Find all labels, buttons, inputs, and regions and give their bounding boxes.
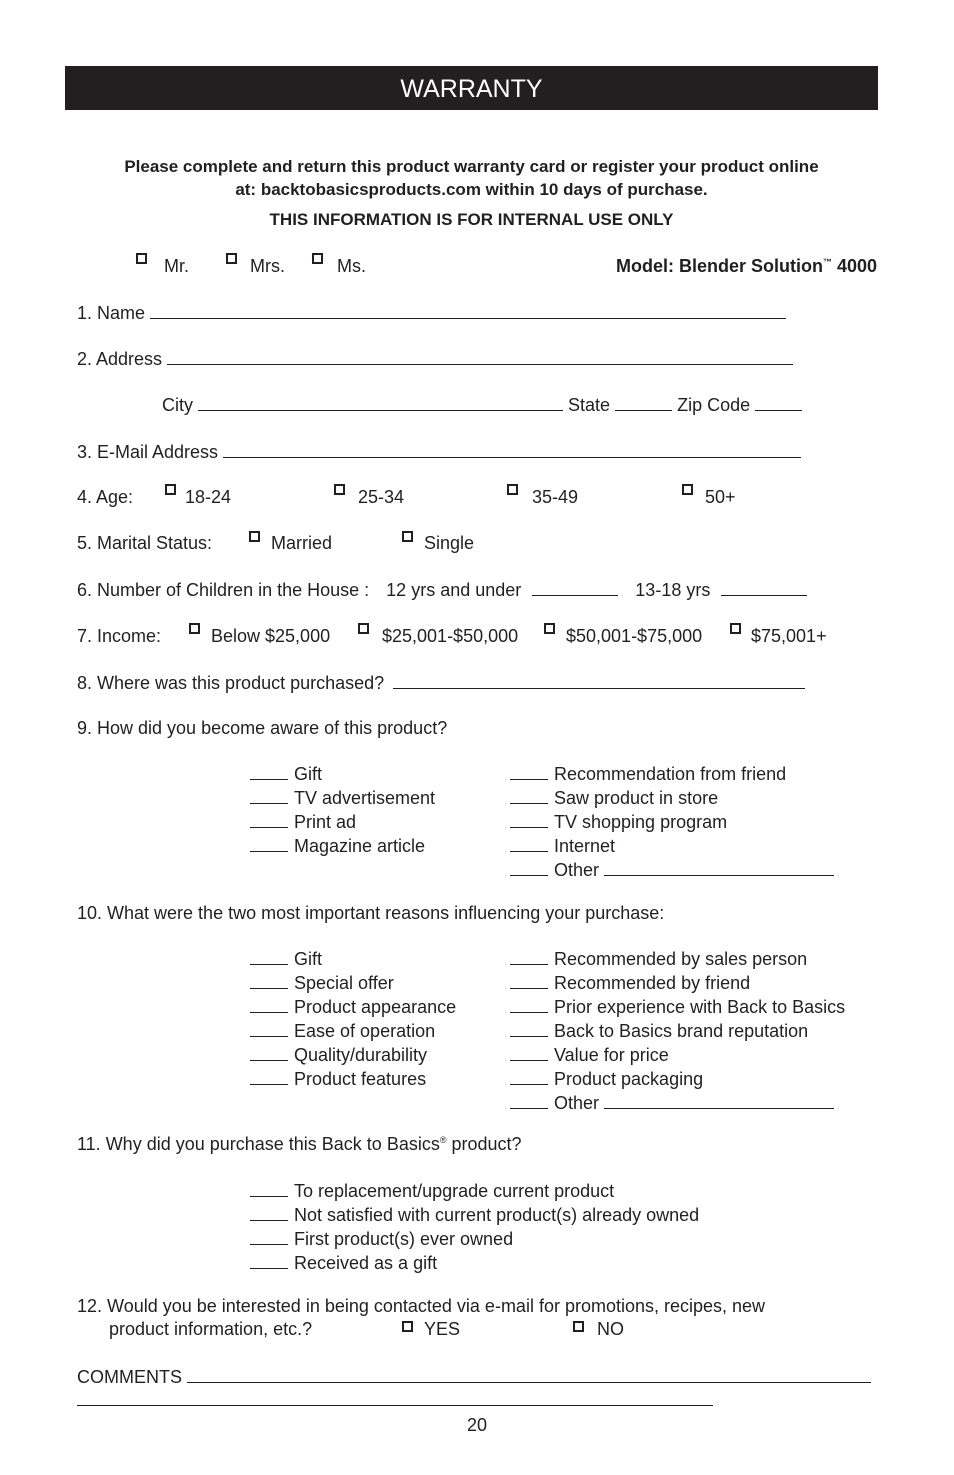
- q1-label: 1. Name: [77, 303, 146, 323]
- mrs-checkbox[interactable]: [226, 253, 237, 264]
- q10-label: 10. What were the two most important reasons influencing your purchase:: [77, 903, 665, 923]
- warranty-title-banner: WARRANTY: [65, 66, 878, 110]
- q9-label: 9. How did you become aware of this product?: [77, 718, 448, 738]
- page-number: 20: [466, 1415, 488, 1435]
- yes-checkbox[interactable]: [402, 1321, 413, 1332]
- q7-label: 7. Income:: [77, 626, 162, 646]
- age-50-plus-label: 50+: [705, 487, 736, 507]
- purchase-place-input-line[interactable]: [393, 671, 805, 689]
- comments-input-line-1[interactable]: [187, 1365, 871, 1383]
- list-item[interactable]: Gift: [250, 947, 456, 971]
- age-35-49-checkbox[interactable]: [507, 484, 518, 495]
- list-item[interactable]: Received as a gift: [250, 1251, 699, 1275]
- mrs-label: Mrs.: [250, 256, 285, 276]
- single-checkbox[interactable]: [402, 531, 413, 542]
- no-checkbox[interactable]: [573, 1321, 584, 1332]
- intro-line-1: Please complete and return this product warranty card or register your product online: [124, 157, 819, 176]
- teen-label: 13-18 yrs: [635, 580, 711, 600]
- comments-input-line-2[interactable]: [77, 1405, 713, 1406]
- list-item[interactable]: TV advertisement: [250, 786, 435, 810]
- q11-options: [250, 1179, 699, 1275]
- email-input-line[interactable]: [223, 440, 801, 458]
- zip-label: Zip Code: [677, 395, 751, 415]
- q3-email-row: [77, 440, 801, 463]
- ms-checkbox[interactable]: [312, 253, 323, 264]
- list-item[interactable]: Other: [510, 1091, 845, 1115]
- age-35-49-label: 35-49: [532, 487, 579, 507]
- q6-label: 6. Number of Children in the House :: [77, 580, 370, 600]
- list-item[interactable]: Magazine article: [250, 834, 435, 858]
- other-input-line[interactable]: [604, 1091, 834, 1109]
- income-25k-50k-checkbox[interactable]: [358, 623, 369, 634]
- married-label: Married: [271, 533, 333, 553]
- single-label: Single: [424, 533, 475, 553]
- income-below-25k-checkbox[interactable]: [189, 623, 200, 634]
- q11-label: 11. Why did you purchase this Back to Basics® product?: [77, 1134, 522, 1154]
- city-input-line[interactable]: [198, 393, 563, 411]
- list-item[interactable]: First product(s) ever owned: [250, 1227, 699, 1251]
- income-75k-plus-checkbox[interactable]: [730, 623, 741, 634]
- name-input-line[interactable]: [150, 301, 786, 319]
- q2-label: 2. Address: [77, 349, 163, 369]
- address-input-line[interactable]: [167, 347, 793, 365]
- q8-label: 8. Where was this product purchased?: [77, 673, 385, 693]
- list-item[interactable]: Internet: [510, 834, 834, 858]
- list-item[interactable]: Back to Basics brand reputation: [510, 1019, 845, 1043]
- q9-right-options: [510, 762, 834, 882]
- q3-label: 3. E-Mail Address: [77, 442, 219, 462]
- list-item[interactable]: Gift: [250, 762, 435, 786]
- q10-right-options: [510, 947, 845, 1115]
- q4-label: 4. Age:: [77, 487, 134, 507]
- list-item[interactable]: Product appearance: [250, 995, 456, 1019]
- teen-input-line[interactable]: [721, 578, 807, 596]
- under-12-label: 12 yrs and under: [386, 580, 522, 600]
- married-checkbox[interactable]: [249, 531, 260, 542]
- list-item[interactable]: Recommended by sales person: [510, 947, 845, 971]
- income-below-25k-label: Below $25,000: [211, 626, 331, 646]
- city-state-zip-row: [162, 393, 802, 416]
- list-item[interactable]: Saw product in store: [510, 786, 834, 810]
- age-18-24-label: 18-24: [185, 487, 232, 507]
- list-item[interactable]: Recommended by friend: [510, 971, 845, 995]
- mr-label: Mr.: [164, 256, 189, 276]
- q12-label-line-2: product information, etc.?: [109, 1319, 313, 1339]
- income-25k-50k-label: $25,001-$50,000: [382, 626, 519, 646]
- income-50k-75k-label: $50,001-$75,000: [566, 626, 703, 646]
- list-item[interactable]: To replacement/upgrade current product: [250, 1179, 699, 1203]
- under-12-input-line[interactable]: [532, 578, 618, 596]
- list-item[interactable]: Prior experience with Back to Basics: [510, 995, 845, 1019]
- list-item[interactable]: Quality/durability: [250, 1043, 456, 1067]
- q9-left-options: [250, 762, 435, 858]
- no-label: NO: [597, 1319, 624, 1339]
- age-18-24-checkbox[interactable]: [165, 484, 176, 495]
- intro-line-2: at: backtobasicsproducts.com within 10 days of purchase.: [235, 180, 708, 199]
- list-item[interactable]: Product features: [250, 1067, 456, 1091]
- state-label: State: [568, 395, 611, 415]
- comments-row: [77, 1365, 871, 1388]
- q6-children-row: [77, 578, 807, 601]
- comments-label: COMMENTS: [77, 1367, 182, 1387]
- q1-name-row: [77, 301, 786, 324]
- list-item[interactable]: Not satisfied with current product(s) already owned: [250, 1203, 699, 1227]
- list-item[interactable]: Ease of operation: [250, 1019, 456, 1043]
- income-75k-plus-label: $75,001+: [751, 626, 827, 646]
- q8-purchase-place-row: [77, 671, 805, 694]
- zip-input-line[interactable]: [755, 393, 802, 411]
- other-input-line[interactable]: [604, 858, 834, 876]
- list-item[interactable]: Product packaging: [510, 1067, 845, 1091]
- list-item[interactable]: Print ad: [250, 810, 435, 834]
- list-item[interactable]: Recommendation from friend: [510, 762, 834, 786]
- model-name: Model: Blender Solution™ 4000: [615, 256, 877, 276]
- age-25-34-label: 25-34: [358, 487, 405, 507]
- list-item[interactable]: Other: [510, 858, 834, 882]
- q2-address-row: [77, 347, 793, 370]
- list-item[interactable]: TV shopping program: [510, 810, 834, 834]
- q10-left-options: [250, 947, 456, 1091]
- ms-label: Ms.: [337, 256, 366, 276]
- city-label: City: [162, 395, 193, 415]
- mr-checkbox[interactable]: [136, 253, 147, 264]
- income-50k-75k-checkbox[interactable]: [544, 623, 555, 634]
- age-50-plus-checkbox[interactable]: [682, 484, 693, 495]
- internal-use-notice: THIS INFORMATION IS FOR INTERNAL USE ONLY: [269, 210, 674, 229]
- list-item[interactable]: Special offer: [250, 971, 456, 995]
- q5-label: 5. Marital Status:: [77, 533, 213, 553]
- yes-label: YES: [424, 1319, 461, 1339]
- list-item[interactable]: Value for price: [510, 1043, 845, 1067]
- age-25-34-checkbox[interactable]: [334, 484, 345, 495]
- state-input-line[interactable]: [615, 393, 672, 411]
- q12-label-line-1: 12. Would you be interested in being contacted via e-mail for promotions, recipes, new: [77, 1296, 766, 1316]
